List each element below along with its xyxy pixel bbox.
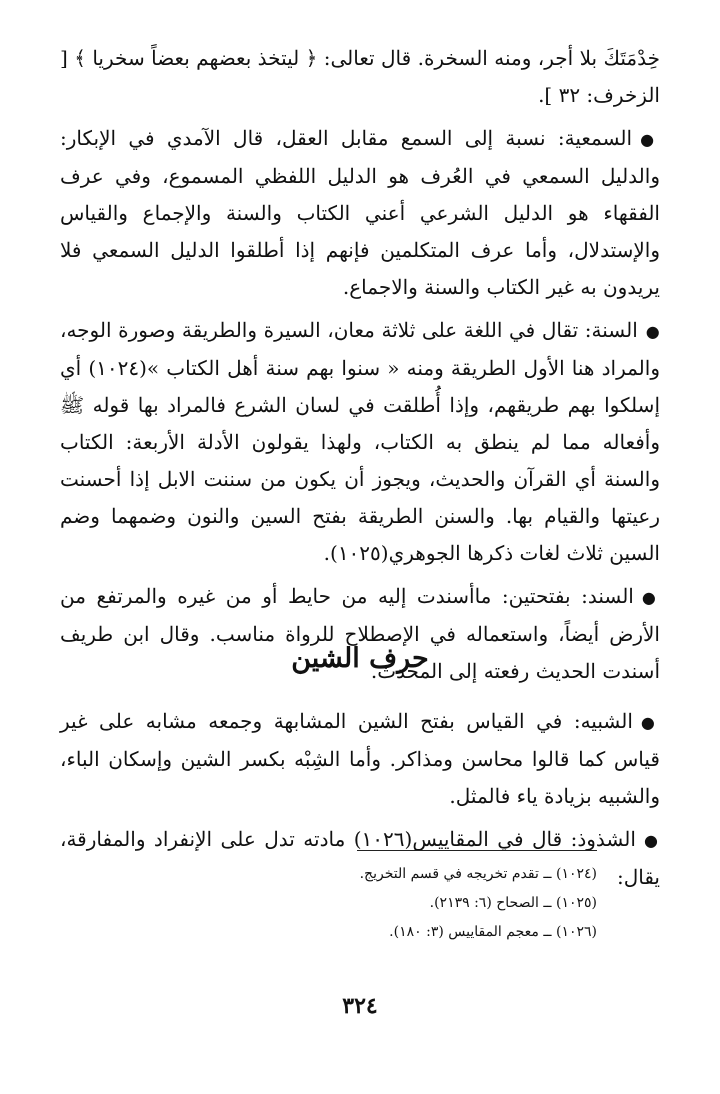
footnote: (١٠٢٦) ــ معجم المقاييس (٣: ١٨٠).	[389, 924, 597, 940]
bullet-icon: ●	[641, 588, 660, 607]
footnote: (١٠٢٥) ــ الصحاح (٦: ٢١٣٩).	[429, 895, 597, 911]
bullet-icon: ●	[643, 831, 660, 850]
paragraph	[60, 312, 660, 572]
paragraph-text: الشذوذ: قال في المقاييس(١٠٢٦) مادته تدل على الإنفراد والمفارقة، يقال:	[60, 827, 660, 889]
footnote-divider	[357, 850, 597, 851]
paragraph	[60, 40, 660, 114]
paragraph-text: الشبيه: في القياس بفتح الشين المشابهة وجمعه مشابه على غير قياس كما قالوا محاسن ومذاكر. وأما الشِبْه بكسر الشين وإسكان الباء، والشبيه بزيادة ياء فالمثل.	[60, 709, 660, 808]
bullet-icon: ●	[645, 322, 661, 341]
section-title: حرف الشين	[291, 643, 429, 674]
paragraph	[60, 120, 660, 306]
bullet-icon: ●	[640, 130, 660, 149]
paragraph-text: خِدْمَتَكَ بلا أجر، ومنه السخرة. قال تعالى: ﴿ ليتخذ بعضهم بعضاً سخريا ﴾ [ الزخرف: ٣٢ ].	[60, 46, 660, 107]
bullet-icon: ●	[640, 713, 660, 732]
body-text	[60, 40, 660, 696]
paragraph-text: السمعية: نسبة إلى السمع مقابل العقل، قال الآمدي في الإبكار: والدليل السمعي في العُرف هو الدليل اللفظي المسموع، وفي عرف الفقهاء هو الدليل الشرعي أعني الكتاب والسنة والإجماع والقياس والإستدلال، وأما عرف المتكلمين فإنهم إذا أطلقوا الدليل السمعي فلا يريدون به غير الكتاب والسنة والاجماع.	[60, 126, 660, 299]
paragraph	[60, 703, 660, 815]
footnotes	[300, 860, 597, 947]
paragraph-text: السنة: تقال في اللغة على ثلاثة معان، السيرة والطريقة وصورة الوجه، والمراد هنا الأول الطريقة ومنه « سنوا بهم سنة أهل الكتاب »(١٠٢٤) أي إسلكوا بهم طريقهم، وإذا أُطلقت في لسان الشرع فالمراد بها قوله ﷺ وأفعاله مما لم ينطق به الكتاب، ولهذا يقولون الأدلة الأربعة: الكتاب والسنة أي القرآن والحديث، ويجوز أن يكون من سننت الابل إذا أحسنت رعيتها والقيام بها. والسنن الطريقة بفتح السين والنون وضمهما وضم السين ثلاث لغات ذكرها الجوهري(١٠٢٥).	[60, 318, 660, 565]
paragraph-text: السند: بفتحتين: ماأسندت إليه من حايط أو من غيره والمرتفع من الأرض أيضاً، واستعماله في الإصطلاح للرواة مناسب. وقال ابن طريف أسندت الحديث رفعته إلى المحدث.	[60, 584, 660, 683]
footnote: (١٠٢٤) ــ تقدم تخريجه في قسم التخريج.	[359, 866, 597, 882]
page-number: ٣٢٤	[342, 993, 378, 1019]
